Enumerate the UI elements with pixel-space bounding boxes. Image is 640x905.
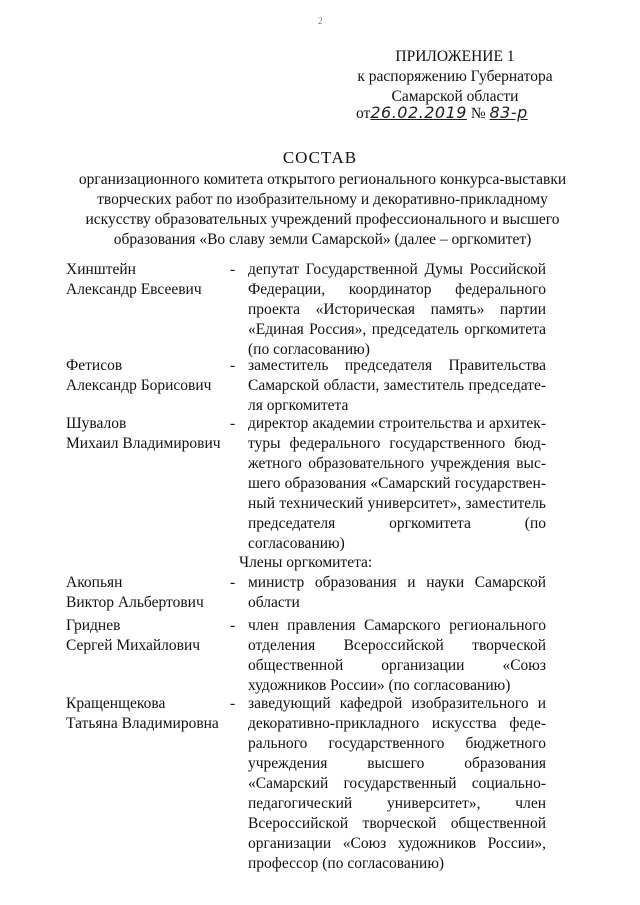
page-number: 2 bbox=[318, 16, 323, 26]
role-line: художников России» (по согласованию) bbox=[248, 677, 511, 694]
role-line: шего образования «Самарский государствен- bbox=[248, 475, 546, 492]
subtitle-line: искусству образовательных учреждений профессионального и высшего bbox=[85, 211, 560, 228]
role-line: декоративно-прикладного искусства феде- bbox=[248, 715, 546, 732]
member-role bbox=[248, 694, 546, 874]
member-name bbox=[66, 616, 226, 656]
appendix-line-2: Самарской области bbox=[391, 88, 519, 105]
role-line: профессор (по согласованию) bbox=[248, 855, 445, 872]
member-given-names: Виктор Альбертович bbox=[66, 594, 204, 611]
member-surname: Хинштейн bbox=[66, 261, 136, 278]
appendix-line-1: к распоряжению Губернатора bbox=[357, 68, 553, 85]
document-subtitle bbox=[60, 170, 585, 250]
role-line: член правления Самарского регионального bbox=[248, 617, 546, 634]
member-role bbox=[248, 414, 546, 554]
role-line: председателя оргкомитета (по согласованию) bbox=[248, 515, 546, 552]
role-line: ный технический университет», заместитель bbox=[248, 495, 546, 512]
role-line: педагогический университет», член bbox=[248, 795, 546, 812]
number-label: № bbox=[470, 105, 486, 122]
role-line: области bbox=[248, 594, 300, 611]
role-line: отделения Всероссийской творческой bbox=[248, 637, 546, 654]
member-role bbox=[248, 573, 546, 613]
member-surname: Кращенщекова bbox=[66, 695, 166, 712]
dash: - bbox=[230, 617, 236, 634]
member-surname: Акопьян bbox=[66, 574, 123, 591]
member-role bbox=[248, 356, 546, 416]
role-line: проекта «Историческая память» партии bbox=[248, 301, 546, 318]
role-line: ля оргкомитета bbox=[248, 397, 349, 414]
dash: - bbox=[230, 415, 236, 432]
member-name bbox=[66, 356, 226, 396]
dash: - bbox=[230, 261, 236, 278]
member-surname: Фетисов bbox=[66, 357, 123, 374]
member-name bbox=[66, 694, 226, 734]
dash: - bbox=[230, 357, 236, 374]
handwritten-date: 26.02.2019 bbox=[370, 103, 467, 122]
role-line: рального государственного бюджетного bbox=[248, 735, 546, 752]
member-name bbox=[66, 573, 226, 613]
member-surname: Шувалов bbox=[66, 415, 127, 432]
subtitle-line: образования «Во славу земли Самарской» (далее – оргкомитет) bbox=[113, 231, 532, 248]
role-line: министр образования и науки Самарской bbox=[248, 574, 546, 591]
role-line: «Самарский государственный социально- bbox=[248, 775, 546, 792]
decree-date-line bbox=[356, 103, 528, 124]
subtitle-line: организационного комитета открытого регионального конкурса-выставки bbox=[78, 171, 567, 188]
role-line: заведующий кафедрой изобразительного и bbox=[248, 695, 546, 712]
member-name bbox=[66, 414, 226, 454]
handwritten-number: 83-р bbox=[489, 103, 528, 122]
role-line: (по согласованию) bbox=[248, 341, 370, 358]
role-line: Самарской области, заместитель председате- bbox=[248, 377, 546, 394]
member-name bbox=[66, 260, 226, 300]
member-role bbox=[248, 616, 546, 696]
role-line: директор академии строительства и архитек- bbox=[248, 415, 546, 432]
role-line: учреждения высшего образования bbox=[248, 755, 546, 772]
role-line: «Единая Россия», председатель оргкомитета bbox=[248, 321, 546, 338]
role-line: Всероссийской творческой общественной bbox=[248, 815, 546, 832]
role-line: депутат Государственной Думы Российской bbox=[248, 261, 546, 278]
member-given-names: Михаил Владимирович bbox=[66, 435, 221, 452]
member-role bbox=[248, 260, 546, 360]
role-line: общественной организации «Союз bbox=[248, 657, 546, 674]
subtitle-line: творческих работ по изобразительному и декоративно-прикладному bbox=[97, 191, 548, 208]
role-line: организации «Союз художников России», bbox=[248, 835, 546, 852]
member-surname: Гриднев bbox=[66, 617, 121, 634]
members-heading: Члены оргкомитета: bbox=[239, 554, 373, 571]
document-title: СОСТАВ bbox=[282, 148, 358, 167]
dash: - bbox=[230, 574, 236, 591]
member-given-names: Александр Борисович bbox=[66, 377, 212, 394]
from-label: от bbox=[356, 105, 371, 122]
appendix-header bbox=[330, 47, 580, 107]
member-given-names: Татьяна Владимировна bbox=[66, 715, 219, 732]
role-line: жетного образовательного учреждения выс- bbox=[248, 455, 546, 472]
role-line: Федерации, координатор федерального bbox=[248, 281, 546, 298]
member-given-names: Александр Евсеевич bbox=[66, 281, 202, 298]
member-given-names: Сергей Михайлович bbox=[66, 637, 201, 654]
role-line: туры федерального государственного бюд- bbox=[248, 435, 546, 452]
role-line: заместитель председателя Правительства bbox=[248, 357, 546, 374]
appendix-title: ПРИЛОЖЕНИЕ 1 bbox=[395, 48, 515, 65]
dash: - bbox=[230, 695, 236, 712]
